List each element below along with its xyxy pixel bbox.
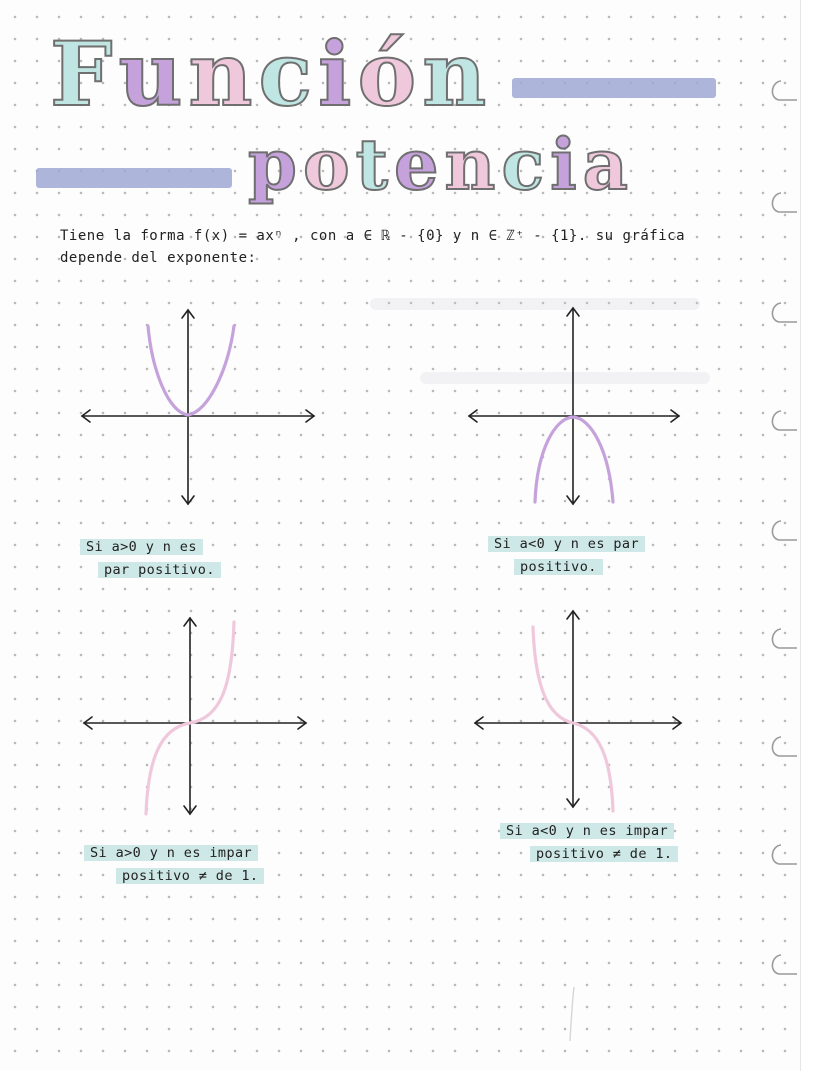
- title-letter: a: [582, 123, 635, 206]
- graph-even-negative: [455, 300, 715, 515]
- caption-line-1: Si a<0 y n es impar: [500, 823, 674, 839]
- axes: [475, 611, 681, 807]
- binding-ring: [765, 518, 799, 544]
- caption-graph-2: [488, 533, 645, 579]
- curve-parabola-down: [535, 417, 613, 502]
- title-letter: c: [501, 123, 551, 206]
- title-line-2: [248, 123, 635, 206]
- caption-line-1: Si a>0 y n es: [80, 539, 203, 555]
- title-letter: n: [188, 22, 259, 126]
- binding-ring: [765, 842, 799, 868]
- title-letter: c: [258, 22, 319, 126]
- title-letter: n: [444, 123, 502, 206]
- caption-line-2: positivo ≠ de 1.: [116, 868, 264, 884]
- title-letter: t: [355, 123, 394, 206]
- curve-parabola-up: [148, 326, 234, 415]
- title-letter: e: [394, 123, 445, 206]
- graph-odd-positive: [70, 610, 330, 825]
- caption-line-2: par positivo.: [98, 562, 221, 578]
- binding-ring: [765, 626, 799, 652]
- title-letter: p: [248, 123, 303, 206]
- title-letter: u: [118, 22, 189, 126]
- title-line-1: [50, 22, 493, 126]
- axes: [82, 310, 314, 504]
- caption-line-2: positivo ≠ de 1.: [530, 846, 678, 862]
- axes: [84, 618, 306, 814]
- notebook-binding-edge: [800, 0, 828, 1071]
- caption-graph-4: [500, 820, 678, 866]
- binding-ring: [765, 408, 799, 434]
- caption-line-1: Si a<0 y n es par: [488, 536, 645, 552]
- binding-ring: [765, 952, 799, 978]
- graph-even-positive: [70, 300, 330, 515]
- caption-graph-1: [80, 536, 221, 582]
- title-letter: ó: [357, 22, 423, 126]
- axes: [469, 308, 679, 504]
- caption-line-1: Si a>0 y n es impar: [84, 845, 258, 861]
- stray-pencil-mark: [566, 985, 578, 1045]
- binding-ring: [765, 190, 799, 216]
- intro-line-1: Tiene la forma f(x) = axⁿ , con a ∈ ℝ - {0} y n ∈ ℤ⁺ - {1}. su gráfica: [60, 228, 686, 244]
- title-bar-left: [36, 168, 232, 188]
- caption-line-2: positivo.: [514, 559, 603, 575]
- title-letter: i: [318, 22, 358, 126]
- binding-ring: [765, 78, 799, 104]
- title-letter: o: [302, 123, 356, 206]
- title-bar-right: [512, 78, 716, 98]
- graph-odd-negative: [455, 605, 715, 820]
- binding-ring: [765, 734, 799, 760]
- title-letter: n: [422, 22, 493, 126]
- caption-graph-3: [84, 842, 264, 888]
- intro-line-2: depende del exponente:: [60, 250, 257, 266]
- title-letter: i: [550, 123, 583, 206]
- title-letter: F: [50, 22, 119, 126]
- binding-ring: [765, 300, 799, 326]
